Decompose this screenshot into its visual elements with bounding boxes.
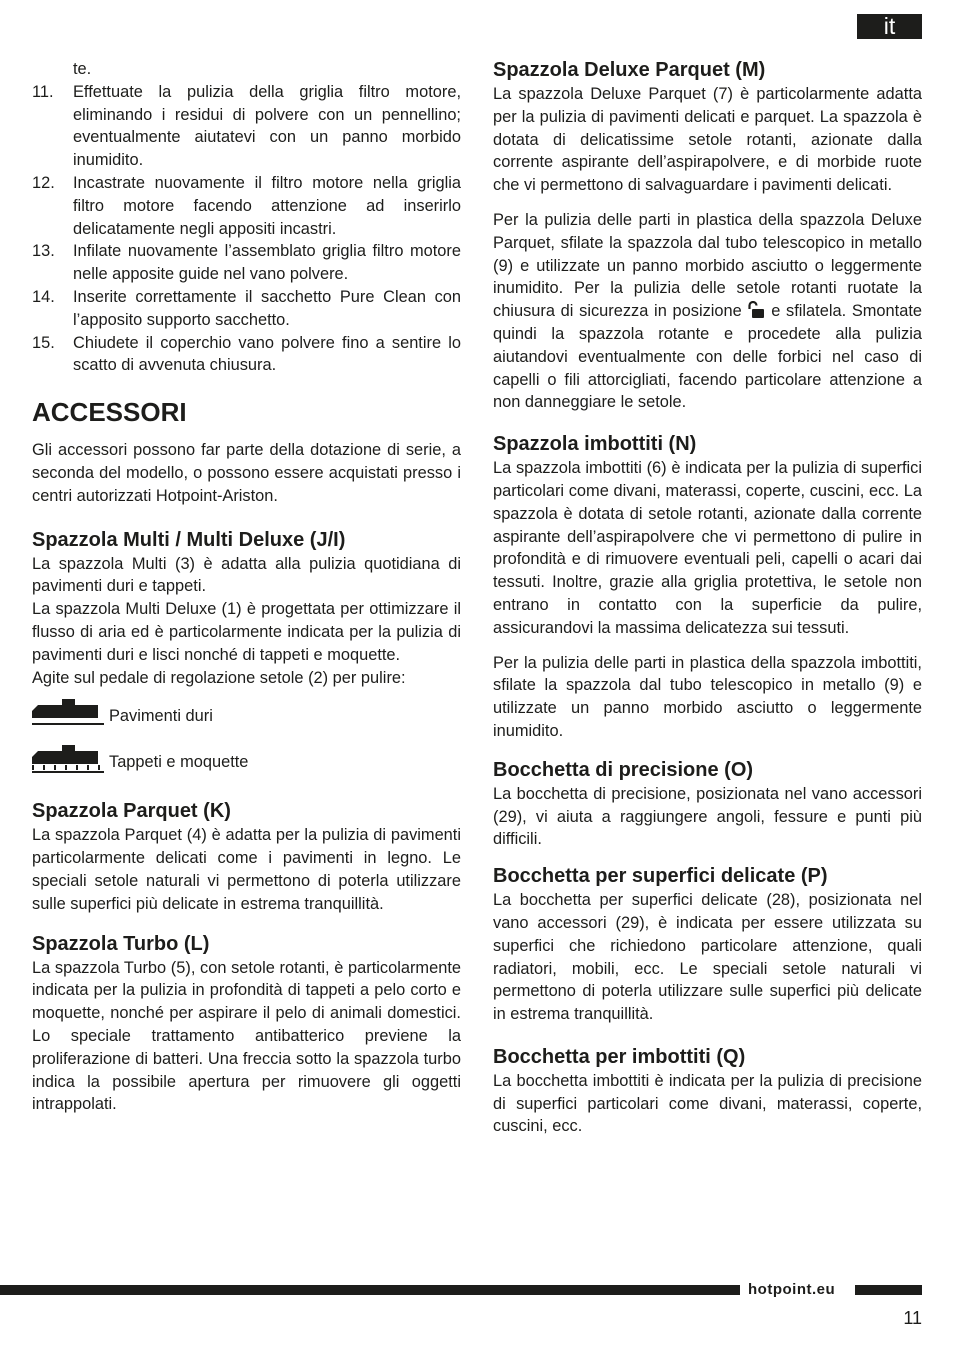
paragraph: La bocchetta per superfici delicate (28), posizionata nel vano accessori (29), è indicata per essere utilizzata su superfici che richiedono particolare attenzione, quali radiatori, mobili, ecc. Le speciali setole naturali vi permettono di poterla utilizzare sulle superfici più delicate in estrema tranquillità.	[493, 891, 922, 1024]
paragraph: La bocchetta imbottiti è indicata per la pulizia di precisione di superfici particolari come divani, materassi, coperte, cuscini, ecc.	[493, 1071, 922, 1136]
paragraph: La bocchetta di precisione, posizionata nel vano accessori (29), vi aiuta a raggiungere angoli, fessure e punti più difficili.	[493, 784, 922, 849]
list-continuation: te.	[73, 60, 92, 78]
heading-spazzola-multi: Spazzola Multi / Multi Deluxe (J/I)	[32, 528, 346, 551]
list-item: 15. Chiudete il coperchio vano polvere fino a sentire lo scatto di avvenuta chiusura.	[32, 333, 461, 375]
section-title-accessori: ACCESSORI	[32, 397, 187, 428]
footer-bar	[855, 1285, 922, 1295]
heading-spazzola-parquet: Spazzola Parquet (K)	[32, 800, 231, 823]
left-column	[32, 58, 461, 1116]
pedal-option-hard-floor	[32, 699, 461, 745]
paragraph: La spazzola Multi (3) è adatta alla pulizia quotidiana di pavimenti duri e tappeti.	[32, 554, 461, 596]
list-item: 11. Effettuate la pulizia della griglia filtro motore, eliminando i residui di polvere con un pennellino; eventualmente aiutatevi con un panno morbido inumidito.	[32, 82, 461, 170]
page-number: 11	[903, 1308, 922, 1328]
heading-spazzola-deluxe-parquet: Spazzola Deluxe Parquet (M)	[493, 59, 766, 81]
heading-bocchetta-imbottiti: Bocchetta per imbottiti (Q)	[493, 1045, 746, 1068]
paragraph: La spazzola Multi Deluxe (1) è progettata per ottimizzare il flusso di aria ed è particolarmente indicata per la pulizia di pavimenti duri e lisci nonché di tappeti e moquette.	[32, 600, 461, 664]
heading-spazzola-imbottiti: Spazzola imbottiti (N)	[493, 433, 697, 456]
pedal-label-hard-floor: Pavimenti duri	[109, 707, 213, 726]
language-tab: it	[857, 14, 922, 39]
accessori-intro: Gli accessori possono far parte della dotazione di serie, a seconda del modello, o possono essere acquistati presso i centri autorizzati Hotpoint-Ariston.	[32, 441, 461, 505]
heading-bocchetta-superfici-delicate: Bocchetta per superfici delicate (P)	[493, 865, 828, 888]
paragraph: Agite sul pedale di regolazione setole (2) per pulire:	[32, 668, 406, 687]
list-item: 12. Incastrate nuovamente il filtro motore nella griglia filtro motore facendo attenzione ad inserirlo delicatamente negli appositi incastri.	[32, 173, 461, 238]
paragraph: La spazzola Turbo (5), con setole rotanti, è particolarmente indicata per la pulizia in profondità di tappeti a pelo corto e moquette, nonché per aspirare il pelo di animali domestici. Lo speciale trattamento antibatterico previene la proliferazione di batteri. Una freccia sotto la spazzola turbo indica la possibile apertura per rimuovere gli oggetti intrappolati.	[32, 958, 461, 1114]
list-item: 14. Inserite correttamente il sacchetto Pure Clean con l’apposito supporto sacchetto.	[32, 287, 461, 329]
paragraph: La spazzola Parquet (4) è adatta per la pulizia di pavimenti particolarmente delicati come i pavimenti in legno. Le speciali setole naturali vi permettono di poterla utilizzare sulle superfici più delicate in estrema tranquillità.	[32, 826, 461, 913]
paragraph: La spazzola Deluxe Parquet (7) è particolarmente adatta per la pulizia di pavimenti delicati e parquet. La spazzola è dotata di delicatissime setole rotanti, azionate dalla corrente aspirante dell’aspirapolvere, e di morbide ruote che vi permettono di salvaguardare i pavimenti delicati.	[493, 85, 922, 195]
heading-bocchetta-precisione: Bocchetta di precisione (O)	[493, 758, 754, 781]
right-column	[493, 58, 922, 1138]
paragraph: La spazzola imbottiti (6) è indicata per la pulizia di superfici particolari come divani, materassi, coperte, cuscini, ecc. La spazzola è dotata di setole rotanti, azionate dalla corrente aspirante dell’aspirapolvere che vi permettono di pulire in profondità e di rimuovere eventuali peli, capelli o acari dai tessuti. Inoltre, grazie alla griglia protettiva, le setole non entrano in contatto con la superficie da pulire, assicurandovi la massima delicatezza sui tessuti.	[493, 459, 922, 637]
cleaning-steps-list	[32, 81, 461, 377]
footer-website: hotpoint.eu	[748, 1281, 836, 1298]
pedal-option-carpet	[32, 745, 461, 791]
paragraph: Per la pulizia delle parti in plastica della spazzola Deluxe Parquet, sfilate la spazzola dal tubo telescopico in metallo (9) e utilizzate un panno morbido asciutto o leggermente inumidito. Per la pulizia delle setole rotanti ruotate la chiusura di sicurezza in posizione e sfilatela. Smontate quindi la spazzola rotante e procedete alla pulizia aiutandovi eventualmente con delle forbici nel caso di capelli o fili attorcigliati, facendo particolare attenzione a non danneggiare le setole.	[493, 210, 922, 412]
pedal-down-icon	[32, 745, 104, 775]
pedal-label-carpet: Tappeti e moquette	[109, 753, 249, 772]
pedal-up-icon	[32, 699, 104, 729]
footer-bar	[0, 1285, 740, 1295]
unlock-icon	[747, 301, 765, 319]
paragraph: Per la pulizia delle parti in plastica della spazzola imbottiti, sfilate la spazzola dal tubo telescopico in metallo (9) e utilizzate un panno morbido asciutto o leggermente inumidito.	[493, 653, 922, 740]
list-item: 13. Infilate nuovamente l’assemblato griglia filtro motore nelle apposite guide nel vano polvere.	[32, 242, 461, 284]
heading-spazzola-turbo: Spazzola Turbo (L)	[32, 932, 210, 955]
